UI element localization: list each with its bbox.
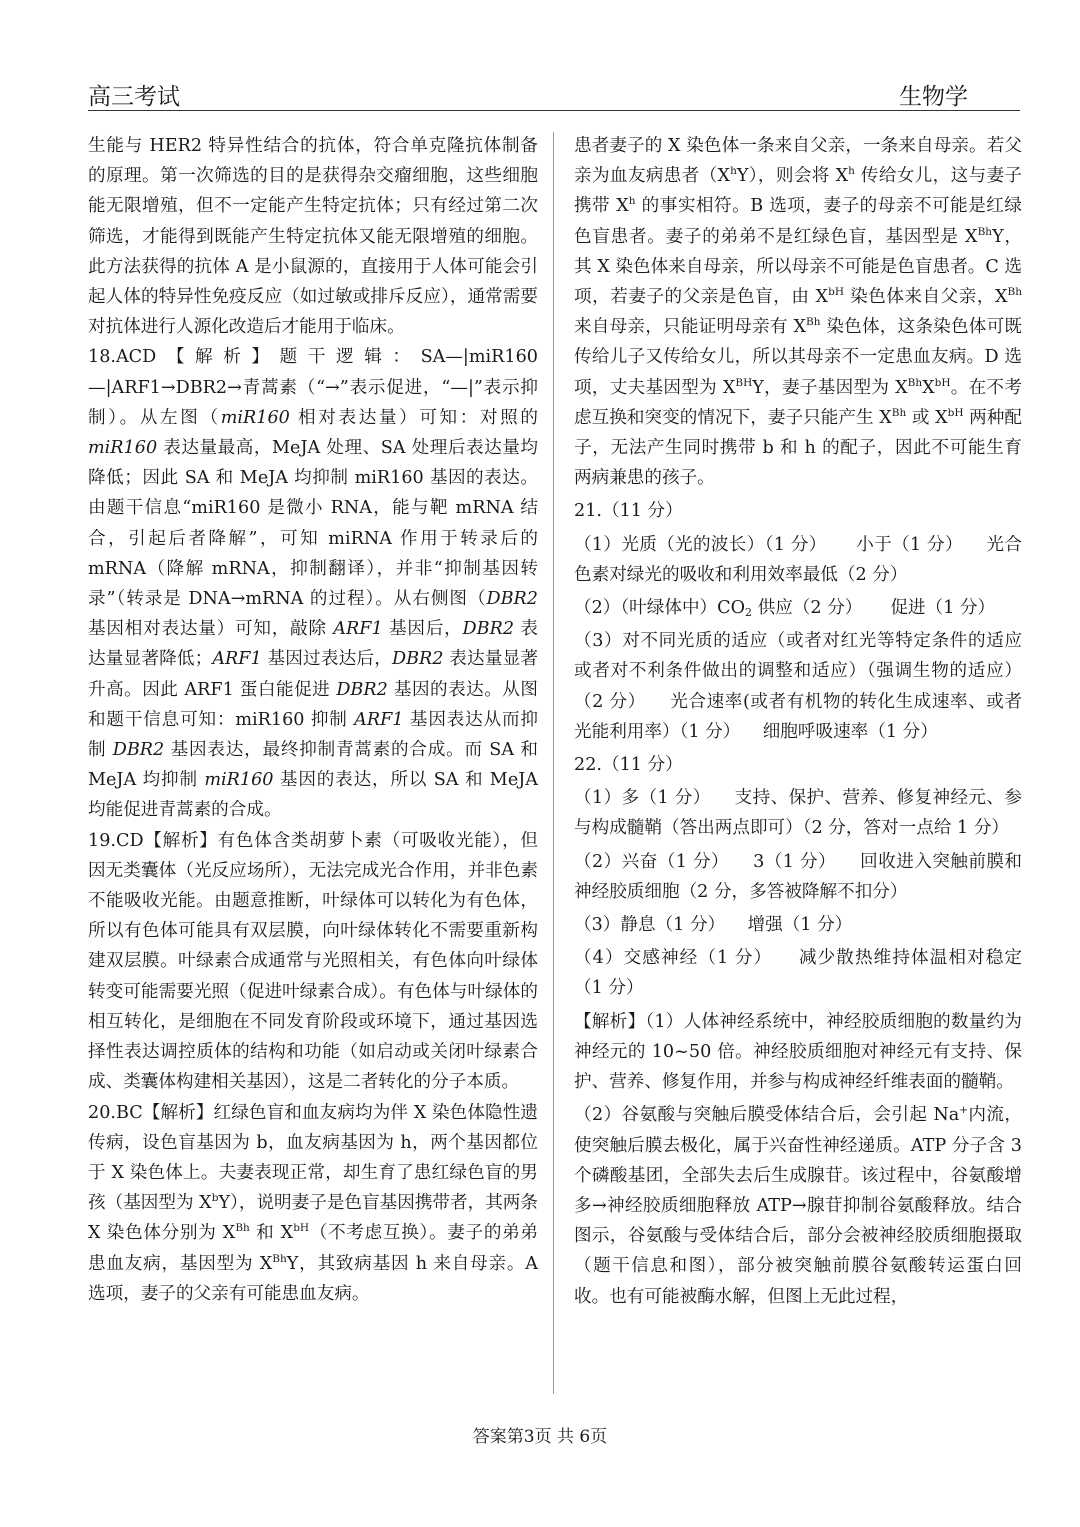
answer-paragraph: （3）静息（1 分） 增强（1 分） [574,915,853,936]
answer-paragraph: 【解析】（1）人体神经系统中，神经胶质细胞的数量约为神经元的 10~50 倍。神经胶质细胞对神经元有支持、保护、营养、修复作用，并参与构成神经纤维表面的髓鞘。 [574,1011,1022,1093]
answer-paragraph: 生能与 HER2 特异性结合的抗体，符合单克隆抗体制备的原理。第一次筛选的目的是获得杂交瘤细胞，这些细胞能无限增殖，但不一定能产生特定抗体；只有经过第二次筛选，才能得到既能产生特定抗体又能无限增殖的细胞。此方法获得的抗体 A 是小鼠源的，直接用于人体可能会引起人体的特异性免疫反应（如过敏或排斥反应），通常需要对抗体进行人源化改造后才能用于临床。 [88,136,538,338]
header-subject: 生物学 [899,84,968,110]
page-footer: 答案第3页 共 6页 [472,1427,608,1447]
answer-paragraph: （3）对不同光质的适应（或者对红光等特定条件的适应或者对不利条件做出的调整和适应）（强调生物的适应）（2 分） 光合速率(或者有机物的转化生成速率、或者光能利用率）（1 分） 细胞呼吸速率（1 分） [574,631,1022,742]
column-divider [553,132,554,1394]
answer-paragraph: 22.（11 分） [574,755,683,776]
answer-paragraph: （2）谷氨酸与突触后膜受体结合后，会引起 Na+内流，使突触后膜去极化，属于兴奋性神经递质。ATP 分子含 3 个磷酸基团，全部失去后生成腺苷。该过程中，谷氨酸增多→神经胶质细胞释放 ATP→腺苷抑制谷氨酸释放。结合图示，谷氨酸与受体结合后，部分会被神经胶质细胞摄取（题干信息和图），部分被突触前膜谷氨酸转运蛋白回收。也有可能被酶水解，但图上无此过程， [574,1104,1022,1307]
answer-paragraph: 18.ACD【解析】题干逻辑：SA—|miR160—|ARF1→DBR2→青蒿素（“→”表示促进，“—|”表示抑制）。从左图（miR160 相对表达量）可知：对照的 miR160 表达量最高，MeJA 处理、SA 处理后表达量均降低；因此 SA 和 MeJA 均抑制 miR160 基因的表达。由题干信息“miR160 是微小 RNA，能与靶 mRNA 结合，引起后者降解”，可知 miRNA 作用于转录后的 mRNA（降解 mRNA，抑制翻译），并非“抑制基因转录”（转录是 DNA→mRNA 的过程）。从右侧图（DBR2 基因相对表达量）可知，敲除 ARF1 基因后，DBR2 表达量显著降低；ARF1 基因过表达后，DBR2 表达量显著升高。因此 ARF1 蛋白能促进 DBR2 基因的表达。从图和题干信息可知：miR160 抑制 ARF1 基因表达从而抑制 DBR2 基因表达，最终抑制青蒿素的合成。而 SA 和 MeJA 均抑制 miR160 基因的表达，所以 SA 和 MeJA 均能促进青蒿素的合成。 [88,347,539,821]
answer-paragraph: 19.CD【解析】有色体含类胡萝卜素（可吸收光能），但因无类囊体（光反应场所），无法完成光合作用，并非色素不能吸收光能。由题意推断，叶绿体可以转化为有色体，所以有色体可能具有双层膜，向叶绿体转化不需要重新构建双层膜。叶绿素合成通常与光照相关，有色体向叶绿体转变可能需要光照（促进叶绿素合成）。有色体与叶绿体的相互转化，是细胞在不同发育阶段或环境下，通过基因选择性表达调控质体的结构和功能（如启动或关闭叶绿素合成、类囊体构建相关基因），这是二者转化的分子本质。 [88,830,538,1093]
answer-paragraph: 20.BC【解析】红绿色盲和血友病均为伴 X 染色体隐性遗传病，设色盲基因为 b，血友病基因为 h，两个基因都位于 X 染色体上。夫妻表现正常，却生育了患红绿色盲的男孩（基因型为 $X^bY$），说明妻子是色盲基因携带者，其两条 X 染色体分别为 $X^{Bh}$ 和 $X^{bH}$（不考虑互换）。妻子的弟弟患血友病，基因型为 $X^{Bh}Y$，其致病基因 h 来自母亲。A 选项，妻子的父亲有可能患血友病。 [88,1102,538,1304]
page-header [88,76,1020,111]
answer-paragraph: （2）（叶绿体中）$CO_2$ 供应（2 分） 促进（1 分） [574,598,996,620]
answer-paragraph: 21.（11 分） [574,501,683,522]
answer-paragraph: （1）光质（光的波长）（1 分） 小于（1 分） 光合色素对绿光的吸收和利用效率最低（2 分） [574,534,1022,585]
right-column [574,131,1022,1312]
answer-paragraph: （2）兴奋（1 分） 3（1 分） 回收进入突触前膜和神经胶质细胞（2 分，多答被降解不扣分） [574,851,1022,902]
answer-paragraph: （4）交感神经（1 分） 减少散热维持体温相对稳定（1 分） [574,948,1022,999]
answer-paragraph: 患者妻子的 X 染色体一条来自父亲，一条来自母亲。若父亲为血友病患者$(X^hY)$，则会将 $X^h$ 传给女儿，这与妻子携带 $X^h$ 的事实相符。B 选项，妻子的母亲不可能是红绿色盲患者。妻子的弟弟不是红绿色盲，基因型是 $X^{Bh}Y$，其 X 染色体来自母亲，所以母亲不可能是色盲患者。C 选项，若妻子的父亲是色盲，由 $X^{bH}$ 染色体来自父亲，$X^{Bh}$ 来自母亲，只能证明母亲有 $X^{Bh}$ 染色体，这条染色体可既传给儿子又传给女儿，所以其母亲不一定患血友病。D 选项，丈夫基因型为 $X^{BH}Y$，妻子基因型为 $X^{Bh}X^{bH}$。在不考虑互换和突变的情况下，妻子只能产生 $X^{Bh}$ 或 $X^{bH}$ 两种配子，无法产生同时携带 b 和 h 的配子，因此不可能生育两病兼患的孩子。 [574,136,1023,489]
left-column [88,131,538,1309]
header-exam-title: 高三考试 [88,84,180,110]
answer-paragraph: （1）多（1 分） 支持、保护、营养、修复神经元、参与构成髓鞘（答出两点即可）（2 分，答对一点给 1 分） [574,788,1022,839]
